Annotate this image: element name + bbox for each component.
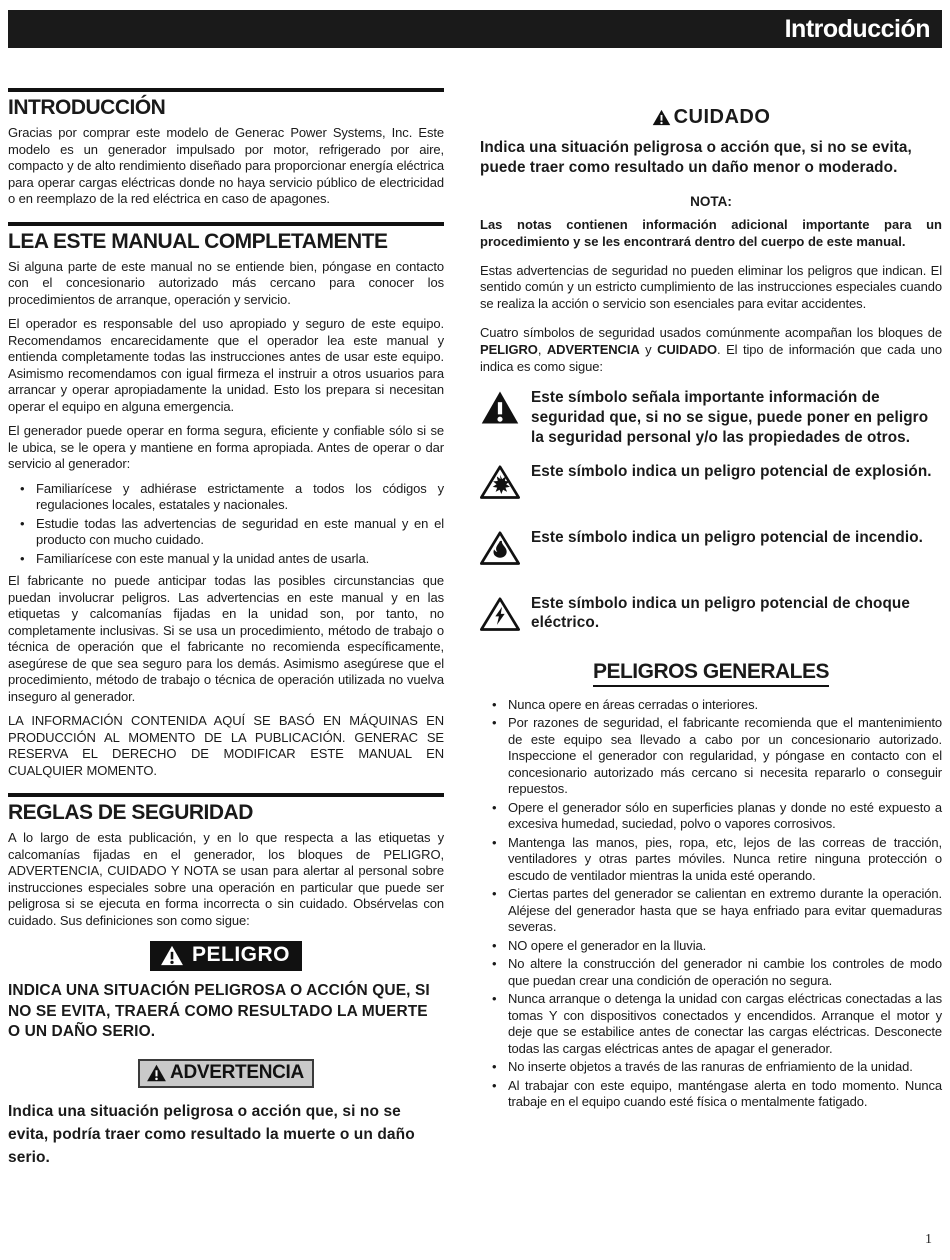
paragraph: El generador puede operar en forma segura, eficiente y confiable sólo si se le ubica, se le opera y mantiene en forma apropiada. Antes de operar o dar servicio al generador: — [8, 423, 444, 471]
section-title-introduccion: INTRODUCCIÓN — [8, 96, 166, 119]
list-item: • No inserte objetos a través de las ranuras de enfriamiento de la unidad. — [480, 1059, 942, 1076]
intro-paragraph: Gracias por comprar este modelo de Generac Power Systems, Inc. Este modelo es un generador impulsado por motor, refrigerado por aire, compacto y de alto rendimiento diseñado para proporcionar energía eléctrica para operar cargas eléctricas donde no haya servicio público de electricidad o en reemplazo de la red eléctrica en caso de apagones. — [8, 125, 444, 206]
section-title-lea-manual: LEA ESTE MANUAL COMPLETAMENTE — [8, 229, 388, 253]
list-item: • Ciertas partes del generador se calientan en extremo durante la operación. Aléjese del generador hasta que se haya enfriado para evitar quemaduras severas. — [480, 886, 942, 936]
symbol-description: Este símbolo señala importante información de seguridad que, si no se sigue, puede poner en peligro la seguridad personal y/o las propiedades de otros. — [531, 388, 929, 446]
section-reglas-seguridad — [8, 793, 444, 1170]
text-run: Cuatro símbolos de seguridad usados comúnmente acompañan los bloques de — [480, 325, 942, 341]
bold-word-cuidado: CUIDADO — [657, 342, 718, 358]
symbol-row-electric-shock — [480, 594, 942, 636]
explosion-hazard-icon — [480, 462, 524, 504]
section-lea-este-manual — [8, 222, 444, 780]
page-header-title: Introducción — [784, 14, 930, 43]
right-column — [480, 88, 942, 1184]
section-title-reglas: REGLAS DE SEGURIDAD — [8, 801, 253, 824]
danger-header-box — [150, 941, 302, 971]
left-column — [8, 88, 444, 1184]
content-columns — [8, 88, 942, 1184]
caution-label: CUIDADO — [673, 106, 771, 128]
warning-header-box — [138, 1059, 314, 1088]
list-item: • Familiarícese y adhiérase estrictamente a todos los códigos y regulaciones locales, estatales y nacionales. — [8, 481, 444, 514]
text-run: , — [537, 342, 547, 358]
page-header-bar — [8, 10, 942, 48]
list-item: • No altere la construcción del generador ni cambie los controles de modo que puedan crear una condición de operación no segura. — [480, 956, 942, 989]
section-introduccion — [8, 88, 444, 208]
bold-word-advertencia: ADVERTENCIA — [546, 342, 640, 358]
list-item: • Por razones de seguridad, el fabricante recomienda que el mantenimiento de este equipo sea llevado a cabo por un concesionario autorizado. Inspeccione el generador con regularidad, y póngase en contacto con el concesionario autorizado más cercano si necesita repararlo o conseguir repuestos. — [480, 715, 942, 798]
symbols-intro-paragraph — [480, 325, 942, 376]
warning-triangle-icon — [146, 1064, 167, 1082]
list-item: • NO opere el generador en la lluvia. — [480, 938, 942, 955]
section-rule — [8, 222, 444, 226]
general-dangers-list — [480, 697, 942, 1111]
bold-word-peligro: PELIGRO — [480, 342, 538, 358]
symbol-description: Este símbolo indica un peligro potencial de explosión. — [531, 462, 932, 480]
safety-alert-icon — [480, 388, 524, 448]
warning-definition: Indica una situación peligrosa o acción que, si no se evita, podría traer como resultado la muerte o un daño serio. — [8, 1102, 415, 1167]
symbol-row-explosion — [480, 462, 942, 504]
symbol-row-fire — [480, 528, 942, 570]
general-dangers-title: PELIGROS GENERALES — [480, 660, 942, 687]
section-rule — [8, 793, 444, 797]
caution-header — [480, 106, 942, 129]
warning-triangle-icon — [160, 945, 184, 966]
caution-definition: Indica una situación peligrosa o acción que, si no se evita, puede traer como resultado un daño menor o moderado. — [480, 139, 912, 176]
note-label: NOTA: — [690, 193, 732, 209]
list-item: • Mantenga las manos, pies, ropa, etc, lejos de las correas de tracción, ventiladores y otras partes móviles. Nunca retire ninguna protección o escudo de ventilador mientras la unida esté operando. — [480, 835, 942, 885]
paragraph: El operador es responsable del uso apropiado y seguro de este equipo. Recomendamos encarecidamente que el operador lea este manual y entienda completamente todas las instrucciones antes de usar este equipo. Asimismo recomendamos con igual firmeza el instruir a otros usuarios para arrancar y operar apropiadamente la unidad. Esto los prepara si necesitan operar el equipo en alguna emergencia. — [8, 316, 444, 414]
list-item: • Familiarícese con este manual y la unidad antes de usarla. — [8, 551, 444, 568]
list-item: • Estudie todas las advertencias de seguridad en este manual y en el producto con mucho cuidado. — [8, 516, 444, 549]
paragraph: El fabricante no puede anticipar todas las posibles circunstancias que puedan involucrar peligros. Las advertencias en este manual y en las etiquetas y calcomanías fijadas en la unidad son, por tanto, no completamente inclusivas. Si se usa un procedimiento, método de trabajo o técnica de operación que el fabricante no recomienda específicamente, asegúrese de que sea seguro para los demás. Asimismo asegúrese que el procedimiento, método de trabajo o técnica de operación utilizada no vuelva inseguro al generador. — [8, 573, 444, 704]
danger-definition: INDICA UNA SITUACIÓN PELIGROSA O ACCIÓN QUE, SI NO SE EVITA, TRAERÁ COMO RESULTADO LA MUERTE O UN DAÑO SERIO. — [8, 982, 430, 1041]
section-rule — [8, 88, 444, 92]
text-run: . El tipo de información que cada uno indica es como sigue: — [480, 342, 942, 374]
text-run: y — [639, 342, 658, 358]
fire-hazard-icon — [480, 528, 524, 570]
symbol-description: Este símbolo indica un peligro potencial de incendio. — [531, 528, 924, 546]
paragraph: A lo largo de esta publicación, y en lo que respecta a las etiquetas y calcomanías fijadas en el generador, los bloques de PELIGRO, ADVERTENCIA, CUIDADO Y NOTA se usan para alertar al personal sobre instrucciones especiales sobre una operación en particular que puede ser peligrosa si se ejecuta en forma incorrecta o sin cuidado. Obsérvelas con cuidado. Sus definiciones son como sigue: — [8, 830, 444, 928]
page-number: 1 — [925, 1232, 932, 1247]
paragraph: Estas advertencias de seguridad no pueden eliminar los peligros que indican. El sentido común y un estricto cumplimiento de las instrucciones especiales cuando se realiza la acción o servicio son esenciales para evitar accidentes. — [480, 262, 942, 312]
note-text: Las notas contienen información adicional importante para un procedimiento y se les encontrará dentro del cuerpo de este manual. — [480, 216, 942, 249]
symbol-description: Este símbolo indica un peligro potencial de choque eléctrico. — [531, 594, 910, 632]
symbol-row-safety-alert — [480, 388, 942, 448]
paragraph-uppercase: LA INFORMACIÓN CONTENIDA AQUÍ SE BASÓ EN MÁQUINAS EN PRODUCCIÓN AL MOMENTO DE LA PUBLICACIÓN. GENERAC SE RESERVA EL DERECHO DE MODIFICAR ESTE MANUAL EN CUALQUIER MOMENTO. — [8, 713, 444, 778]
bullet-list — [8, 481, 444, 568]
warning-triangle-icon — [652, 109, 671, 126]
warning-label: ADVERTENCIA — [170, 1061, 304, 1083]
danger-label: PELIGRO — [191, 943, 290, 966]
electric-shock-hazard-icon — [480, 594, 524, 636]
list-item: • Nunca arranque o detenga la unidad con cargas eléctricas conectadas a las tomas Y con dispositivos conectados y encendidos. Arranque el motor y deje que se estabilice antes de conectar las cargas eléctricas. Desconecte todas las cargas eléctricas antes de apagar el generador. — [480, 991, 942, 1057]
list-item: • Nunca opere en áreas cerradas o interiores. — [480, 697, 942, 714]
list-item: • Opere el generador sólo en superficies planas y donde no esté expuesto a excesiva humedad, suciedad, polvo o vapores corrosivos. — [480, 800, 942, 833]
paragraph: Si alguna parte de este manual no se entiende bien, póngase en contacto con el concesionario autorizado más cercano para conocer los procedimientos de arranque, operación y servicio. — [8, 258, 444, 307]
list-item: • Al trabajar con este equipo, manténgase alerta en todo momento. Nunca trabaje en el equipo cuando esté física o mentalmente fatigado. — [480, 1078, 942, 1111]
